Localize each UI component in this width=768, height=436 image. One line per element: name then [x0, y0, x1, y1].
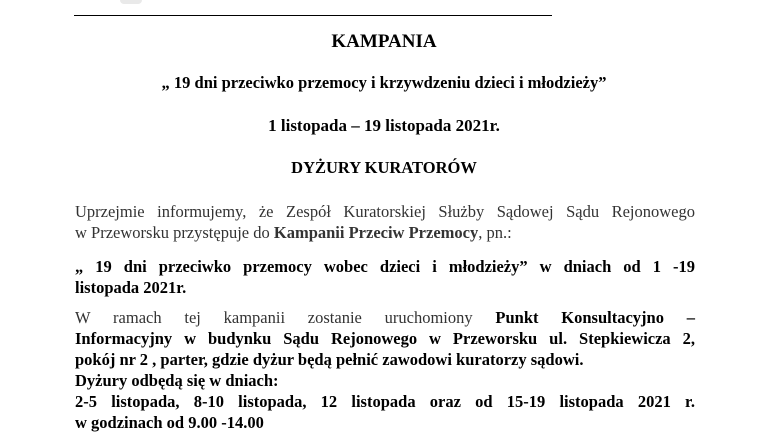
info-line-3: pokój nr 2 , parter, gdzie dyżur będą pełnić zawodowi kuratorzy sądowi.	[75, 350, 584, 369]
intro-line-2	[75, 222, 695, 243]
info-point-name: Punkt Konsultacyjno –	[495, 308, 695, 327]
header-rule	[74, 15, 552, 16]
section-heading: DYŻURY KURATORÓW	[291, 158, 477, 177]
info-line-2: Informacyjny w budynku Sądu Rejonowego w Przeworsku ul. Stepkiewicza 2,	[75, 329, 695, 348]
page-edge-mark	[120, 0, 142, 4]
info-line-5: 2-5 listopada, 8-10 listopada, 12 listopada oraz od 15-19 listopada 2021 r.	[75, 392, 695, 411]
campaign-line-1: „ 19 dni przeciwko przemocy wobec dzieci i młodzieży” w dniach od 1 -19	[75, 257, 695, 276]
info-line-1	[75, 307, 695, 328]
info-line-6: w godzinach od 9.00 -14.00	[75, 413, 264, 432]
info-paragraph	[75, 307, 695, 433]
intro-line-2-prefix: w Przeworsku przystępuje do	[75, 223, 274, 242]
info-line-1-normal: W ramach tej kampanii zostanie uruchomiony	[75, 308, 496, 327]
intro-line-1: Uprzejmie informujemy, że Zespół Kuratorskiej Służby Sądowej Sądu Rejonowego	[75, 202, 695, 221]
document-title: KAMPANIA	[331, 31, 437, 52]
campaign-dates: 1 listopada – 19 listopada 2021r.	[268, 116, 500, 135]
info-line-4: Dyżury odbędą się w dniach:	[75, 371, 279, 390]
campaign-paragraph	[75, 256, 695, 298]
intro-paragraph	[75, 201, 695, 243]
campaign-subtitle: „ 19 dni przeciwko przemocy i krzywdzeniu dzieci i młodzieży”	[161, 73, 607, 92]
intro-line-2-suffix: , pn.:	[478, 223, 512, 242]
campaign-line-2: listopada 2021r.	[75, 278, 187, 297]
intro-campaign-name: Kampanii Przeciw Przemocy	[273, 223, 479, 242]
